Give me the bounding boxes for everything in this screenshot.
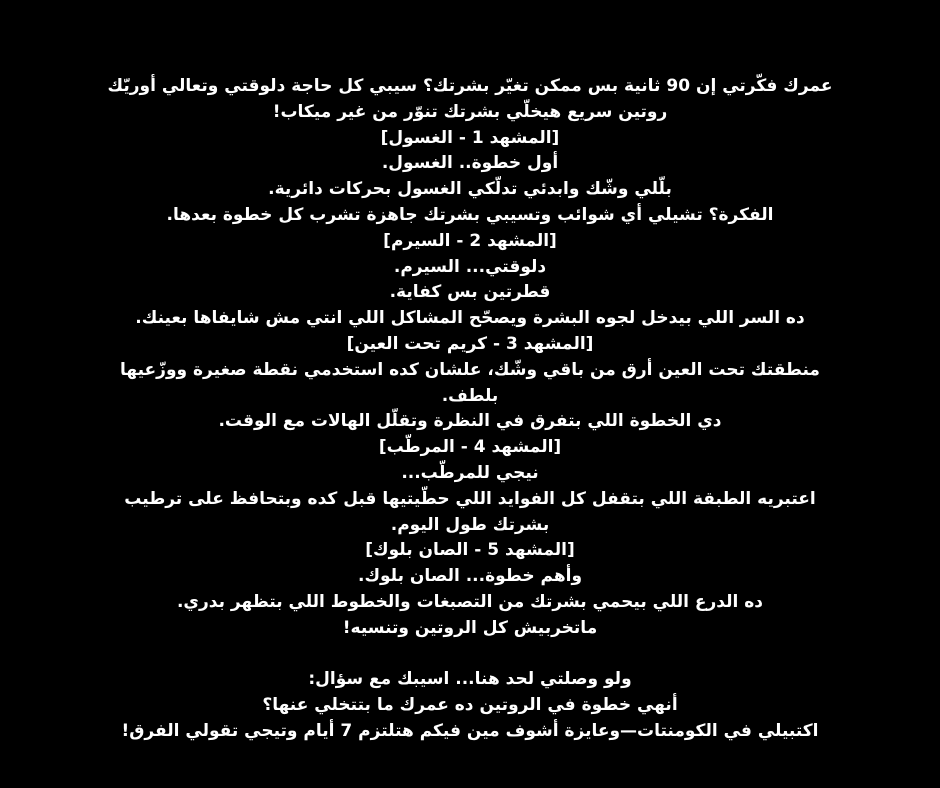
scene-2-line: قطرتين بس كفاية.: [389, 282, 551, 303]
scene-4-line: اعتبريه الطبقة اللي بتقفل كل الفوايد اللي حطّيتيها قبل كده وبتحافظ على ترطيب بشرتك طول اليوم.: [124, 488, 816, 535]
scene-2-heading: [المشهد 2 - السيرم]: [383, 230, 557, 251]
scene-2-line: ده السر اللي بيدخل لجوه البشرة ويصحّح المشاكل اللي انتي مش شايفاها بعينك.: [135, 308, 805, 329]
scene-5-heading: [المشهد 5 - الصان بلوك]: [365, 540, 575, 561]
scene-1-line: الفكرة؟ تشيلي أي شوائب وتسيبي بشرتك جاهزة تشرب كل خطوة بعدها.: [166, 204, 774, 225]
scene-5-line: ماتخربيش كل الروتين وتنسيه!: [342, 617, 598, 638]
scene-4-heading: [المشهد 4 - المرطّب]: [378, 437, 562, 458]
outro-question: أنهي خطوة في الروتين ده عمرك ما بتتخلي عنها؟: [262, 695, 678, 716]
scene-3-line: منطقتك تحت العين أرق من باقي وشّك، علشان كده استخدمي نقطة صغيرة ووزّعيها بلطف.: [120, 359, 820, 406]
blank-spacer: [100, 642, 840, 668]
scene-5-line: وأهم خطوة... الصان بلوك.: [357, 566, 583, 587]
outro-line: ولو وصلتي لحد هنا... اسيبك مع سؤال:: [308, 669, 632, 690]
scene-1-heading: [المشهد 1 - الغسول]: [380, 127, 560, 148]
scene-1-line: بلّلي وشّك وابدئي تدلّكي الغسول بحركات دائرية.: [268, 179, 672, 200]
scene-5-line: ده الدرع اللي بيحمي بشرتك من التصبغات والخطوط اللي بتظهر بدري.: [176, 591, 764, 612]
outro-call-to-action: اكتبيلي في الكومنتات—وعايزة أشوف مين فيكم هتلتزم 7 أيام وتيجي تقولي الفرق!: [121, 720, 819, 741]
scene-4-line: نيجي للمرطّب...: [401, 462, 539, 483]
scene-3-line: دي الخطوة اللي بتفرق في النظرة وتقلّل الهالات مع الوقت.: [218, 411, 722, 432]
scene-3-heading: [المشهد 3 - كريم تحت العين]: [346, 333, 594, 354]
script-text-block: [100, 74, 840, 745]
scene-2-line: دلوقتي... السيرم.: [393, 256, 547, 277]
scene-1-line: أول خطوة.. الغسول.: [381, 153, 559, 174]
intro-line: عمرك فكّرتي إن 90 ثانية بس ممكن تغيّر بشرتك؟ سيبي كل حاجة دلوقتي وتعالي أوريّك روتين سريع هيخلّي بشرتك تنوّر من غير ميكاب!: [107, 76, 833, 122]
